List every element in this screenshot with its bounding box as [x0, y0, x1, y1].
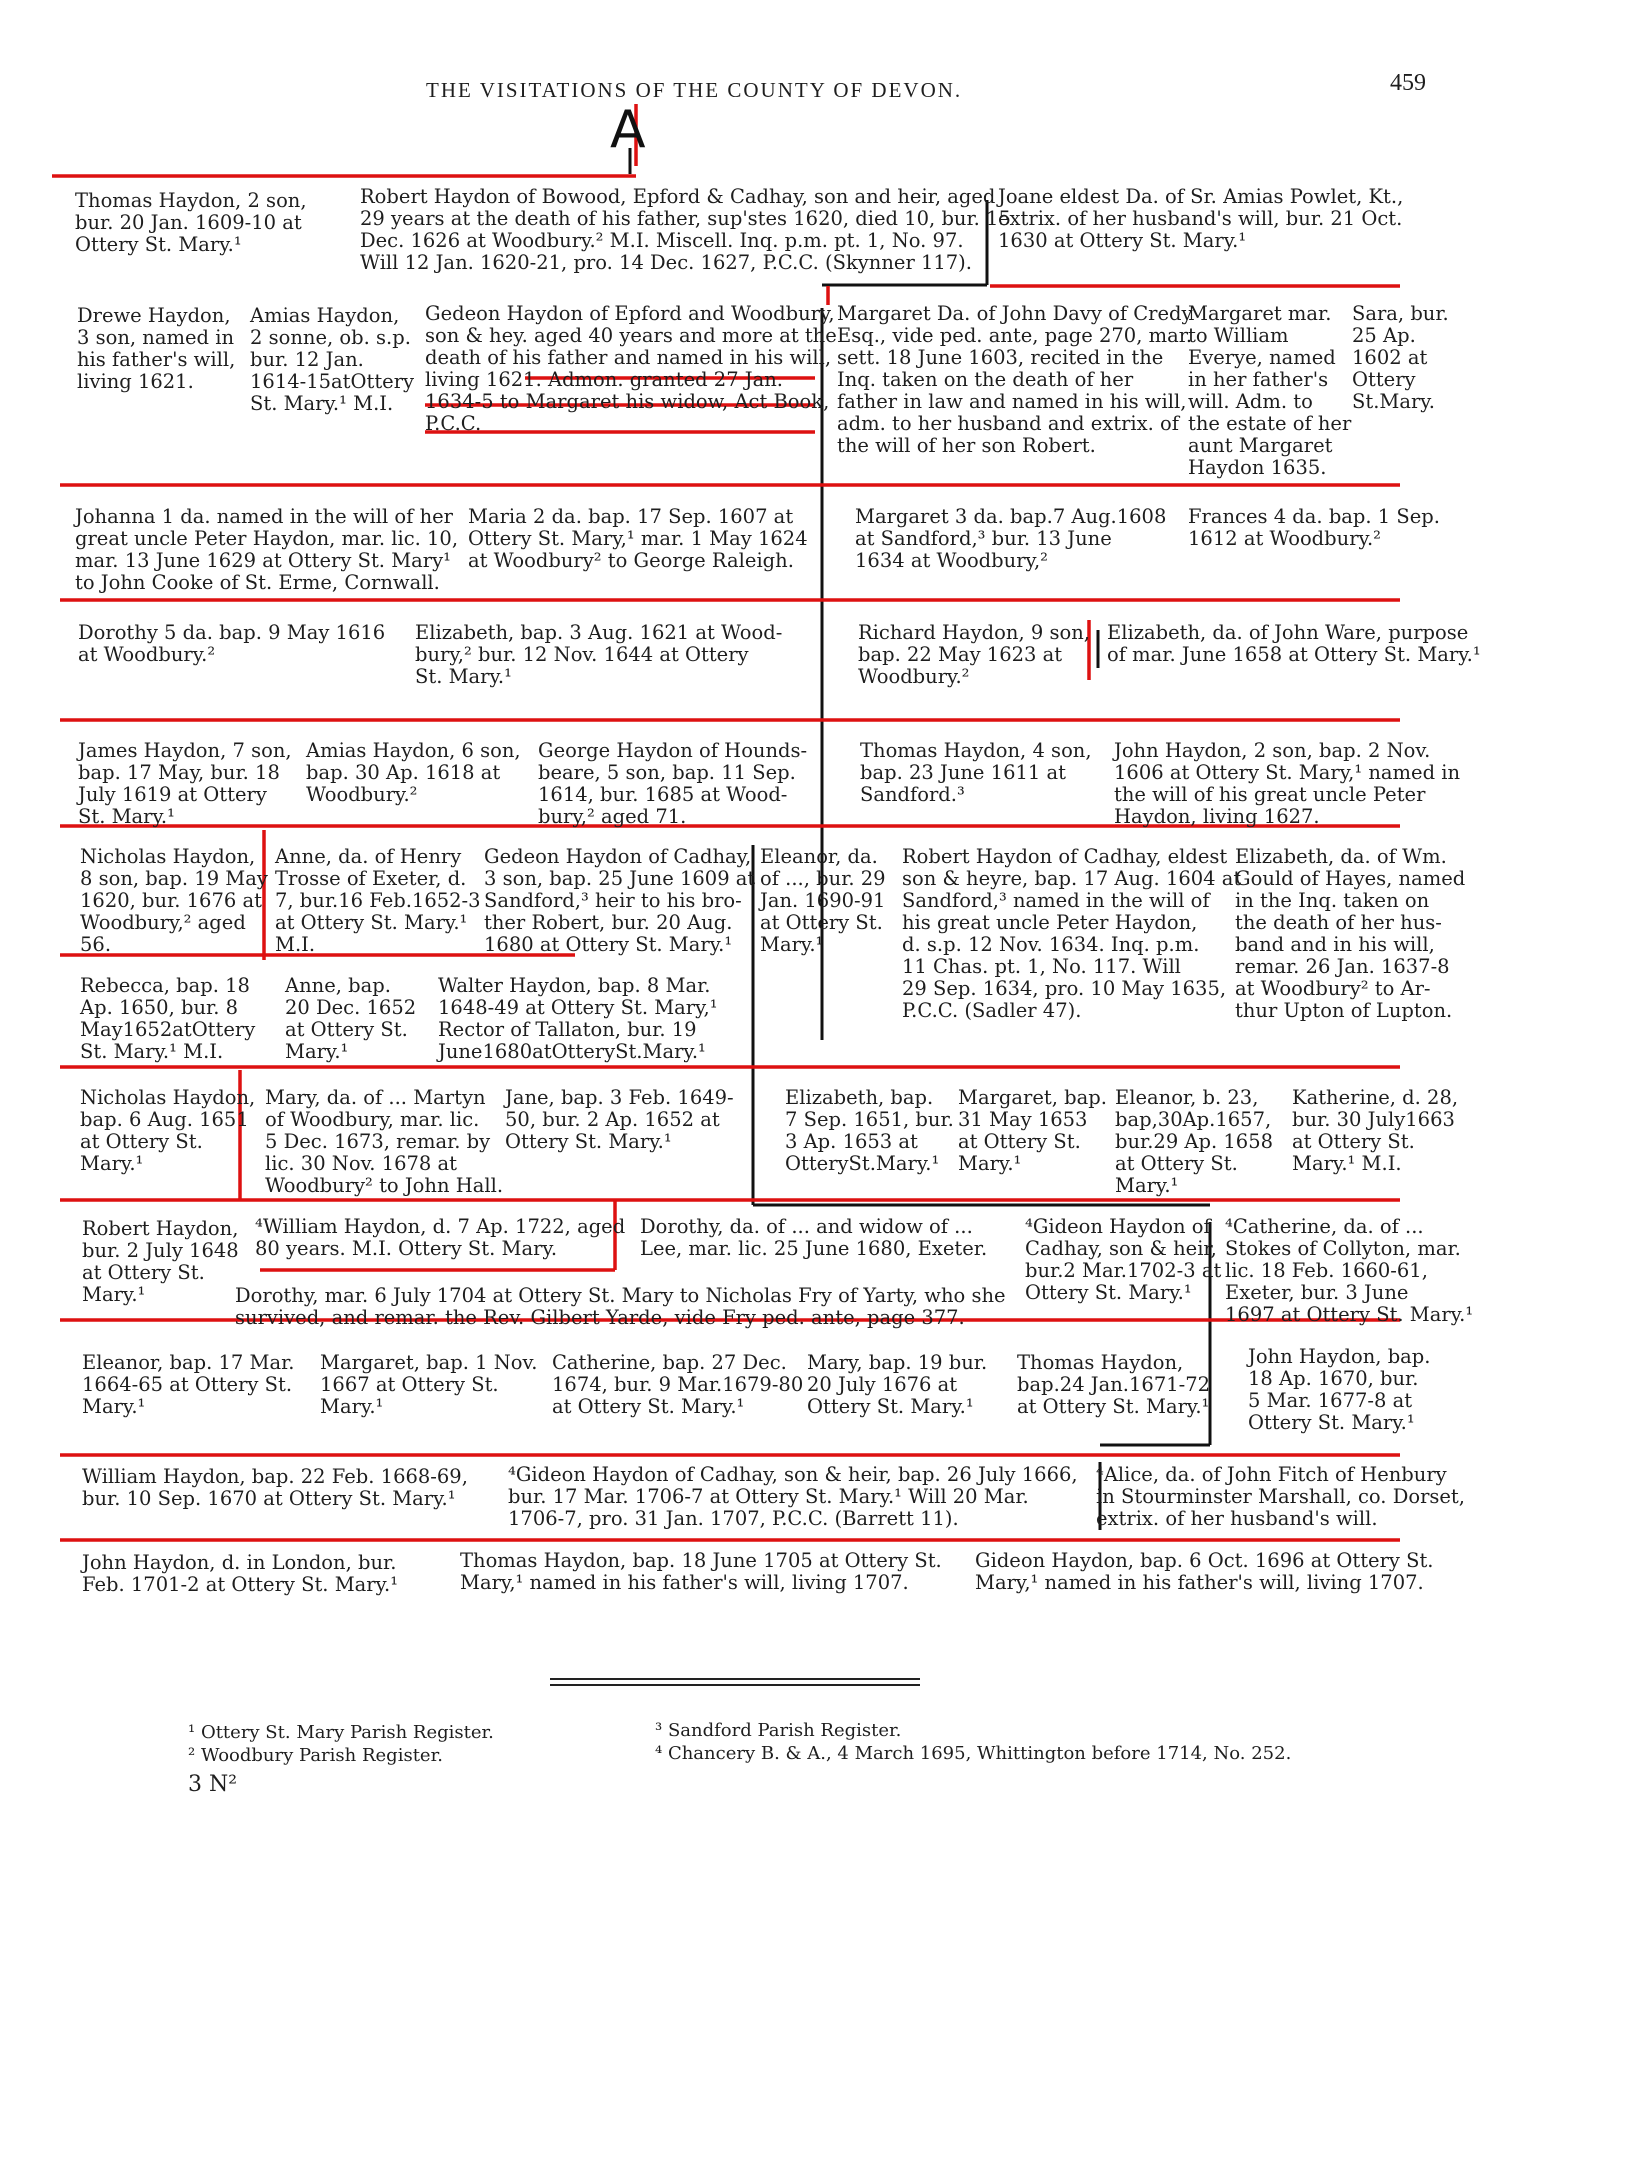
entry-gideon-1696: Gideon Haydon, bap. 6 Oct. 1696 at Ottery St. Mary,¹ named in his father's will, living 1707.: [975, 1549, 1434, 1594]
entry-anne-1652: Anne, bap. 20 Dec. 1652 at Ottery St. Mary.¹: [285, 974, 417, 1063]
entry-margaret-1667: Margaret, bap. 1 Nov. 1667 at Ottery St. Mary.¹: [320, 1351, 538, 1418]
entry-william-1668: William Haydon, bap. 22 Feb. 1668-69, bur. 10 Sep. 1670 at Ottery St. Mary.¹: [82, 1465, 468, 1510]
entry-thomas-4son: Thomas Haydon, 4 son, bap. 23 June 1611 at Sandford.³: [860, 739, 1092, 806]
entry-alice-fitch: ⁴Alice, da. of John Fitch of Henbury in Stourminster Marshall, co. Dorset, extrix. of her husband's will.: [1096, 1463, 1465, 1530]
entry-dorothy-5da: Dorothy 5 da. bap. 9 May 1616 at Woodbury.²: [78, 621, 386, 666]
entry-dorothy-fry: Dorothy, mar. 6 July 1704 at Ottery St. Mary to Nicholas Fry of Yarty, who she survived, and remar. the Rev. Gilbert Yarde, vide Fry ped. ante, page 377.: [235, 1284, 1006, 1329]
entry-anne-trosse: Anne, da. of Henry Trosse of Exeter, d. 7, bur.16 Feb.1652-3 at Ottery St. Mary.¹ M.I.: [275, 845, 481, 956]
entry-robert-bowood: Robert Haydon of Bowood, Epford & Cadhay, son and heir, aged 29 years at the death of his father, sup'stes 1620, died 10, bur. 15 Dec. 1626 at Woodbury.² M.I. Miscell. Inq. p.m. pt. 1, No. 97. Will 12 Jan. 1620-21, pro. 14 Dec. 1627, P.C.C. (Skynner 117).: [360, 185, 1011, 274]
entry-johanna: Johanna 1 da. named in the will of her great uncle Peter Haydon, mar. lic. 10, mar. 13 June 1629 at Ottery St. Mary¹ to John Cooke of St. Erme, Cornwall.: [75, 505, 459, 594]
entry-john-london: John Haydon, d. in London, bur. Feb. 1701-2 at Ottery St. Mary.¹: [82, 1551, 399, 1596]
page-number: 459: [1390, 70, 1426, 96]
entry-margaret-1653: Margaret, bap. 31 May 1653 at Ottery St. Mary.¹: [958, 1086, 1107, 1175]
entry-nicholas-1651: Nicholas Haydon, bap. 6 Aug. 1651 at Ottery St. Mary.¹: [80, 1086, 256, 1175]
entry-robert-cadhay: Robert Haydon of Cadhay, eldest son & heyre, bap. 17 Aug. 1604 at Sandford,³ named in the will of his great uncle Peter Haydon, d. s.p. 12 Nov. 1634. Inq. p.m. 11 Chas. pt. 1, No. 117. Will 29 Sep. 1634, pro. 10 May 1635, P.C.C. (Sadler 47).: [902, 845, 1242, 1022]
entry-amias-2sonne: Amias Haydon, 2 sonne, ob. s.p. bur. 12 Jan. 1614-15atOttery St. Mary.¹ M.I.: [250, 304, 415, 415]
entry-george: George Haydon of Hounds- beare, 5 son, bap. 11 Sep. 1614, bur. 1685 at Wood- bury,² aged 71.: [538, 739, 808, 828]
entry-eleanor: Eleanor, da. of ..., bur. 29 Jan. 1690-91 at Ottery St. Mary.¹: [760, 845, 886, 956]
entry-eleanor-1657: Eleanor, b. 23, bap,30Ap.1657, bur.29 Ap. 1658 at Ottery St. Mary.¹: [1115, 1086, 1274, 1197]
entry-jane: Jane, bap. 3 Feb. 1649- 50, bur. 2 Ap. 1652 at Ottery St. Mary.¹: [505, 1086, 734, 1153]
entry-elizabeth-gould: Elizabeth, da. of Wm. Gould of Hayes, named in the Inq. taken on the death of her hus- band and in his will, remar. 26 Jan. 1637-8 at Woodbury² to Ar- thur Upton of Lupton.: [1235, 845, 1466, 1022]
footnote-1: ¹ Ottery St. Mary Parish Register.: [188, 1722, 494, 1743]
continuation-marker: A: [610, 100, 646, 160]
entry-margaret-3da: Margaret 3 da. bap.7 Aug.1608 at Sandford,³ bur. 13 June 1634 at Woodbury,²: [855, 505, 1167, 572]
entry-thomas-2son: Thomas Haydon, 2 son, bur. 20 Jan. 1609-10 at Ottery St. Mary.¹: [75, 189, 307, 256]
entry-katherine: Katherine, d. 28, bur. 30 July1663 at Ottery St. Mary.¹ M.I.: [1292, 1086, 1459, 1175]
footnote-4: ⁴ Chancery B. & A., 4 March 1695, Whittington before 1714, No. 252.: [655, 1743, 1292, 1764]
footnote-rule-top: [550, 1678, 920, 1680]
entry-joane-powlet: Joane eldest Da. of Sr. Amias Powlet, Kt., extrix. of her husband's will, bur. 21 Oct. 1630 at Ottery St. Mary.¹: [998, 185, 1404, 252]
entry-sara: Sara, bur. 25 Ap. 1602 at Ottery St.Mary.: [1352, 302, 1449, 413]
entry-elizabeth-ware: Elizabeth, da. of John Ware, purpose of mar. June 1658 at Ottery St. Mary.¹: [1107, 621, 1481, 666]
entry-eleanor-1664: Eleanor, bap. 17 Mar. 1664-65 at Ottery St. Mary.¹: [82, 1351, 295, 1418]
footnote-2: ² Woodbury Parish Register.: [188, 1745, 443, 1766]
entry-thomas-1671: Thomas Haydon, bap.24 Jan.1671-72 at Ottery St. Mary.¹: [1017, 1351, 1211, 1418]
entry-gedeon-epford: Gedeon Haydon of Epford and Woodbury, son & hey. aged 40 years and more at the death of his father and named in his will, living 1621. Admon. granted 27 Jan. 1634-5 to Margaret his widow, Act Book, P.C.C.: [425, 302, 837, 435]
entry-catherine-1674: Catherine, bap. 27 Dec. 1674, bur. 9 Mar.1679-80 at Ottery St. Mary.¹: [552, 1351, 804, 1418]
entry-dorothy-lee: Dorothy, da. of ... and widow of ... Lee, mar. lic. 25 June 1680, Exeter.: [640, 1215, 988, 1260]
entry-margaret-davy: Margaret Da. of John Davy of Credy Esq., vide ped. ante, page 270, mar. sett. 18 June 1603, recited in the Inq. taken on the death of her father in law and named in his will, adm. to her husband and extrix. of the will of her son Robert.: [837, 302, 1193, 457]
entry-gideon-1666: ⁴Gideon Haydon of Cadhay, son & heir, bap. 26 July 1666, bur. 17 Mar. 1706-7 at Ottery St. Mary.¹ Will 20 Mar. 1706-7, pro. 31 Jan. 1707, P.C.C. (Barrett 11).: [508, 1463, 1078, 1530]
entry-james: James Haydon, 7 son, bap. 17 May, bur. 18 July 1619 at Ottery St. Mary.¹: [78, 739, 292, 828]
entry-john-2son: John Haydon, 2 son, bap. 2 Nov. 1606 at Ottery St. Mary,¹ named in the will of his great uncle Peter Haydon, living 1627.: [1114, 739, 1461, 828]
entry-amias-6son: Amias Haydon, 6 son, bap. 30 Ap. 1618 at Woodbury.²: [306, 739, 521, 806]
footnote-3: ³ Sandford Parish Register.: [655, 1720, 902, 1741]
entry-gideon-heir: ⁴Gideon Haydon of Cadhay, son & heir, bur.2 Mar.1702-3 at Ottery St. Mary.¹: [1025, 1215, 1222, 1304]
entry-rebecca: Rebecca, bap. 18 Ap. 1650, bur. 8 May1652atOttery St. Mary.¹ M.I.: [80, 974, 256, 1063]
entry-elizabeth-1621: Elizabeth, bap. 3 Aug. 1621 at Wood- bury,² bur. 12 Nov. 1644 at Ottery St. Mary.¹: [415, 621, 783, 688]
entry-walter: Walter Haydon, bap. 8 Mar. 1648-49 at Ottery St. Mary,¹ Rector of Tallaton, bur. 19 June1680atOtterySt.Mary.¹: [438, 974, 718, 1063]
entry-margaret-everye: Margaret mar. to William Everye, named in her father's will. Adm. to the estate of her aunt Margaret Haydon 1635.: [1188, 302, 1352, 479]
entry-thomas-1705: Thomas Haydon, bap. 18 June 1705 at Ottery St. Mary,¹ named in his father's will, living 1707.: [460, 1549, 942, 1594]
entry-william-1722: ⁴William Haydon, d. 7 Ap. 1722, aged 80 years. M.I. Ottery St. Mary.: [255, 1215, 626, 1260]
entry-frances: Frances 4 da. bap. 1 Sep. 1612 at Woodbury.²: [1188, 505, 1440, 550]
entry-robert-1648: Robert Haydon, bur. 2 July 1648 at Ottery St. Mary.¹: [82, 1217, 239, 1306]
entry-maria: Maria 2 da. bap. 17 Sep. 1607 at Ottery St. Mary,¹ mar. 1 May 1624 at Woodbury² to George Raleigh.: [468, 505, 808, 572]
entry-drewe: Drewe Haydon, 3 son, named in his father's will, living 1621.: [77, 304, 236, 393]
entry-gedeon-cadhay: Gedeon Haydon of Cadhay, 3 son, bap. 25 June 1609 at Sandford,³ heir to his bro- ther Robert, bur. 20 Aug. 1680 at Ottery St. Mary.¹: [484, 845, 756, 956]
entry-richard: Richard Haydon, 9 son, bap. 22 May 1623 at Woodbury.²: [858, 621, 1090, 688]
entry-elizabeth-1651: Elizabeth, bap. 7 Sep. 1651, bur. 3 Ap. 1653 at OtterySt.Mary.¹: [785, 1086, 954, 1175]
signature-mark: 3 N²: [188, 1772, 238, 1797]
entry-nicholas-8son: Nicholas Haydon, 8 son, bap. 19 May 1620, bur. 1676 at Woodbury,² aged 56.: [80, 845, 268, 956]
page-title: THE VISITATIONS OF THE COUNTY OF DEVON.: [426, 78, 963, 102]
footnote-rule-bottom: [550, 1684, 920, 1686]
entry-mary-1676: Mary, bap. 19 bur. 20 July 1676 at Ottery St. Mary.¹: [807, 1351, 988, 1418]
entry-mary-martyn: Mary, da. of ... Martyn of Woodbury, mar. lic. 5 Dec. 1673, remar. by lic. 30 Nov. 1678 at Woodbury² to John Hall.: [265, 1086, 504, 1197]
entry-john-1670: John Haydon, bap. 18 Ap. 1670, bur. 5 Mar. 1677-8 at Ottery St. Mary.¹: [1248, 1345, 1431, 1434]
entry-catherine-stokes: ⁴Catherine, da. of ... Stokes of Collyton, mar. lic. 18 Feb. 1660-61, Exeter, bur. 3 June 1697 at Ottery St. Mary.¹: [1225, 1215, 1474, 1326]
